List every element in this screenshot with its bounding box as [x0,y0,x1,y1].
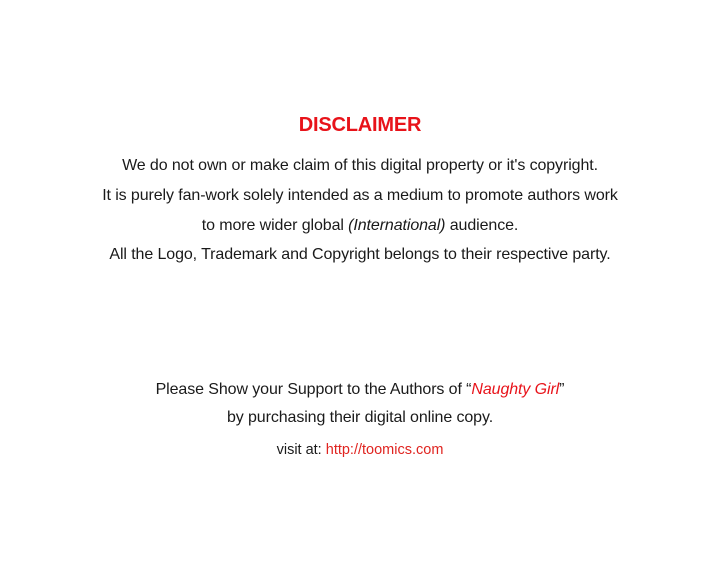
support-note [0,376,720,432]
support-line-1-prefix: Please Show your Support to the Authors of “ [155,381,472,398]
disclaimer-body [0,151,720,270]
disclaimer-line-3-suffix: audience. [445,216,519,234]
visit-line [0,440,720,460]
work-title: Naughty Girl [471,381,560,398]
disclaimer-line-2: It is purely fan-work solely intended as a medium to promote authors work [102,186,618,204]
toomics-url-link[interactable]: http://toomics.com [325,442,444,458]
visit-label: visit at: [276,442,326,458]
disclaimer-title: DISCLAIMER [298,114,422,136]
disclaimer-line-3-international: (International) [348,216,446,234]
support-line-1 [0,376,720,404]
disclaimer-line-1: We do not own or make claim of this digital property or it's copyright. [122,157,598,174]
disclaimer-line-4: All the Logo, Trademark and Copyright belongs to their respective party. [109,246,611,264]
disclaimer-line-3-prefix: to more wider global [201,216,349,234]
support-line-1-suffix: ” [559,381,565,398]
disclaimer-line-3 [0,211,720,241]
support-line-2: by purchasing their digital online copy. [226,409,494,426]
